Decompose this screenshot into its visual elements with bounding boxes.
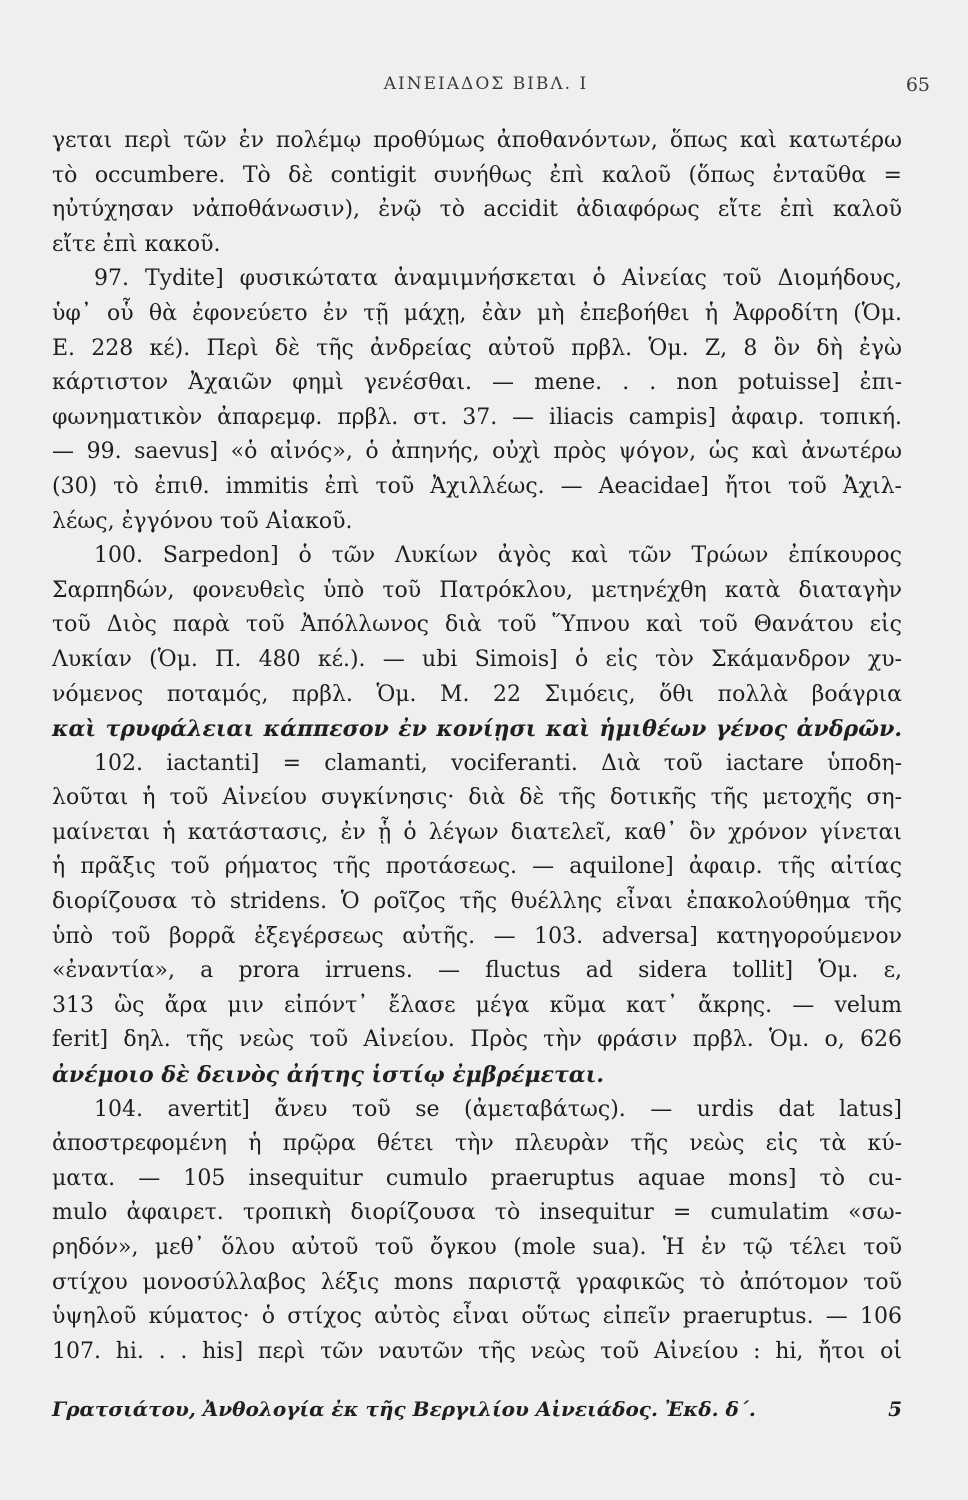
text-line: λοῦται ἡ τοῦ Αἰνείου συγκίνησις· διὰ δὲ τῆς δοτικῆς τῆς μετοχῆς ση- bbox=[52, 785, 902, 811]
text-line: ματα. — 105 insequitur cumulo praeruptus aquae mons] τὸ cu- bbox=[52, 1165, 902, 1191]
text-line: ρηδόν», μεθ᾿ ὅλου αὐτοῦ τοῦ ὄγκου (mole sua). Ἡ ἐν τῷ τέλει τοῦ bbox=[52, 1235, 902, 1260]
text-line: νόμενος ποταμός, πρβλ. Ὁμ. Μ. 22 Σιμόεις, ὅθι πολλὰ βοάγρια bbox=[52, 681, 902, 707]
text-line: Σαρπηδών, φονευθεὶς ὑπὸ τοῦ Πατρόκλου, μετηνέχθη κατὰ διαταγὴν bbox=[52, 577, 902, 603]
body-text bbox=[52, 124, 902, 1369]
text-line: (30) τὸ ἐπιθ. immitis ἐπὶ τοῦ Ἀχιλλέως. — Aeacidae] ἤτοι τοῦ Ἀχιλ- bbox=[52, 473, 902, 499]
text-line: τοῦ Διὸς παρὰ τοῦ Ἀπόλλωνος διὰ τοῦ Ὕπνου καὶ τοῦ Θανάτου εἰς bbox=[52, 612, 902, 638]
text-line: ὑπὸ τοῦ βορρᾶ ἐξεγέρσεως αὐτῆς. — 103. adversa] κατηγορούμενον bbox=[52, 923, 902, 949]
text-line: 100. Sarpedon] ὁ τῶν Λυκίων ἀγὸς καὶ τῶν Τρώων ἐπίκουρος bbox=[94, 543, 902, 569]
text-line: γεται περὶ τῶν ἐν πολέμῳ προθύμως ἀποθανόντων, ὅπως καὶ κατωτέρω bbox=[52, 128, 902, 153]
text-line: ὑψηλοῦ κύματος· ὁ στίχος αὐτὸς εἶναι οὕτως εἰπεῖν praeruptus. — 106 bbox=[52, 1304, 902, 1330]
text-line: 102. iactanti] = clamanti, vociferanti. Διὰ τοῦ iactare ὑποδη- bbox=[94, 750, 902, 776]
footer-citation: Γρατσιάτου, Ἀνθολογία ἐκ τῆς Βεργιλίου Αἰνειάδος. Ἐκδ. δ΄. bbox=[52, 1397, 756, 1421]
text-line: στίχου μονοσύλλαβος λέξις mons παριστᾷ γραφικῶς τὸ ἀπότομον τοῦ bbox=[52, 1269, 902, 1295]
running-head-title: ΑΙΝΕΙΑΔΟΣ ΒΙΒΛ. Ι bbox=[383, 74, 589, 94]
text-line: 107. hi. . . his] περὶ τῶν ναυτῶν τῆς νεὼς τοῦ Αἰνείου : hi, ἤτοι οἱ bbox=[52, 1338, 902, 1364]
text-line: ferit] δηλ. τῆς νεὼς τοῦ Αἰνείου. Πρὸς τὴν φράσιν πρβλ. Ὁμ. ο, 626 bbox=[52, 1027, 902, 1053]
text-line: ἀποστρεφομένη ἡ πρῷρα θέτει τὴν πλευρὰν τῆς νεὼς εἰς τὰ κύ- bbox=[52, 1131, 902, 1157]
signature-mark: 5 bbox=[888, 1397, 902, 1421]
quotation-line: ἀνέμοιο δὲ δεινὸς ἀήτης ἱστίῳ ἐμβρέμεται. bbox=[52, 1062, 605, 1089]
text-line: κάρτιστον Ἀχαιῶν φημὶ γενέσθαι. — mene. . . non potuisse] ἐπι- bbox=[52, 370, 902, 396]
text-line: 97. Tydite] φυσικώτατα ἀναμιμνήσκεται ὁ Αἰνείας τοῦ Διομήδους, bbox=[94, 266, 902, 292]
text-line: Λυκίαν (Ὁμ. Π. 480 κέ.). — ubi Simois] ὁ εἰς τὸν Σκάμανδρον χυ- bbox=[52, 646, 902, 672]
text-line: λέως, ἐγγόνου τοῦ Αἰακοῦ. bbox=[52, 508, 353, 534]
text-line: ὑφ᾿ οὗ θὰ ἐφονεύετο ἐν τῇ μάχῃ, ἐὰν μὴ ἐπεβοήθει ἡ Ἀφροδίτη (Ὁμ. bbox=[52, 300, 902, 326]
text-line: εἴτε ἐπὶ κακοῦ. bbox=[52, 231, 221, 257]
text-line: 313 ὣς ἄρα μιν εἰπόντ᾿ ἔλασε μέγα κῦμα κατ᾿ ἄκρης. — velum bbox=[52, 992, 902, 1018]
text-line: διορίζουσα τὸ stridens. Ὁ ροῖζος τῆς θυέλλης εἶναι ἐπακολούθημα τῆς bbox=[52, 889, 902, 915]
text-line: ἡ πρᾶξις τοῦ ρήματος τῆς προτάσεως. — aquilone] ἀφαιρ. τῆς αἰτίας bbox=[52, 854, 902, 880]
text-line: φωνηματικὸν ἀπαρεμφ. πρβλ. στ. 37. — iliacis campis] ἀφαιρ. τοπική. bbox=[52, 404, 902, 430]
text-line: — 99. saevus] «ὁ αἰνός», ὁ ἀπηνής, οὐχὶ πρὸς ψόγον, ὡς καὶ ἀνωτέρω bbox=[52, 439, 902, 465]
text-line: τὸ occumbere. Τὸ δὲ contigit συνήθως ἐπὶ καλοῦ (ὅπως ἐνταῦθα = bbox=[52, 162, 902, 188]
text-line: 104. avertit] ἄνευ τοῦ se (ἀμεταβάτως). — urdis dat latus] bbox=[94, 1096, 902, 1122]
page-number: 65 bbox=[905, 74, 930, 96]
text-line: μαίνεται ἡ κατάστασις, ἐν ᾗ ὁ λέγων διατελεῖ, καθ᾿ ὃν χρόνον γίνεται bbox=[52, 819, 902, 845]
footer bbox=[52, 1393, 902, 1425]
quotation-line: καὶ τρυφάλειαι κάππεσον ἐν κονίῃσι καὶ ἡμιθέων γένος ἀνδρῶν. bbox=[52, 716, 902, 743]
text-line: «ἐναντία», a prora irruens. — fluctus ad sidera tollit] Ὁμ. ε, bbox=[52, 958, 902, 984]
text-line: mulo ἀφαιρετ. τροπικὴ διορίζουσα τὸ insequitur = cumulatim «σω- bbox=[52, 1200, 902, 1226]
running-head bbox=[42, 74, 930, 104]
text-line: Ε. 228 κέ). Περὶ δὲ τῆς ἀνδρείας αὐτοῦ πρβλ. Ὁμ. Ζ, 8 ὃν δὴ ἐγὼ bbox=[52, 335, 902, 361]
text-line: ηὐτύχησαν νἀποθάνωσιν), ἐνῷ τὸ accidit ἀδιαφόρως εἴτε ἐπὶ καλοῦ bbox=[52, 197, 902, 223]
